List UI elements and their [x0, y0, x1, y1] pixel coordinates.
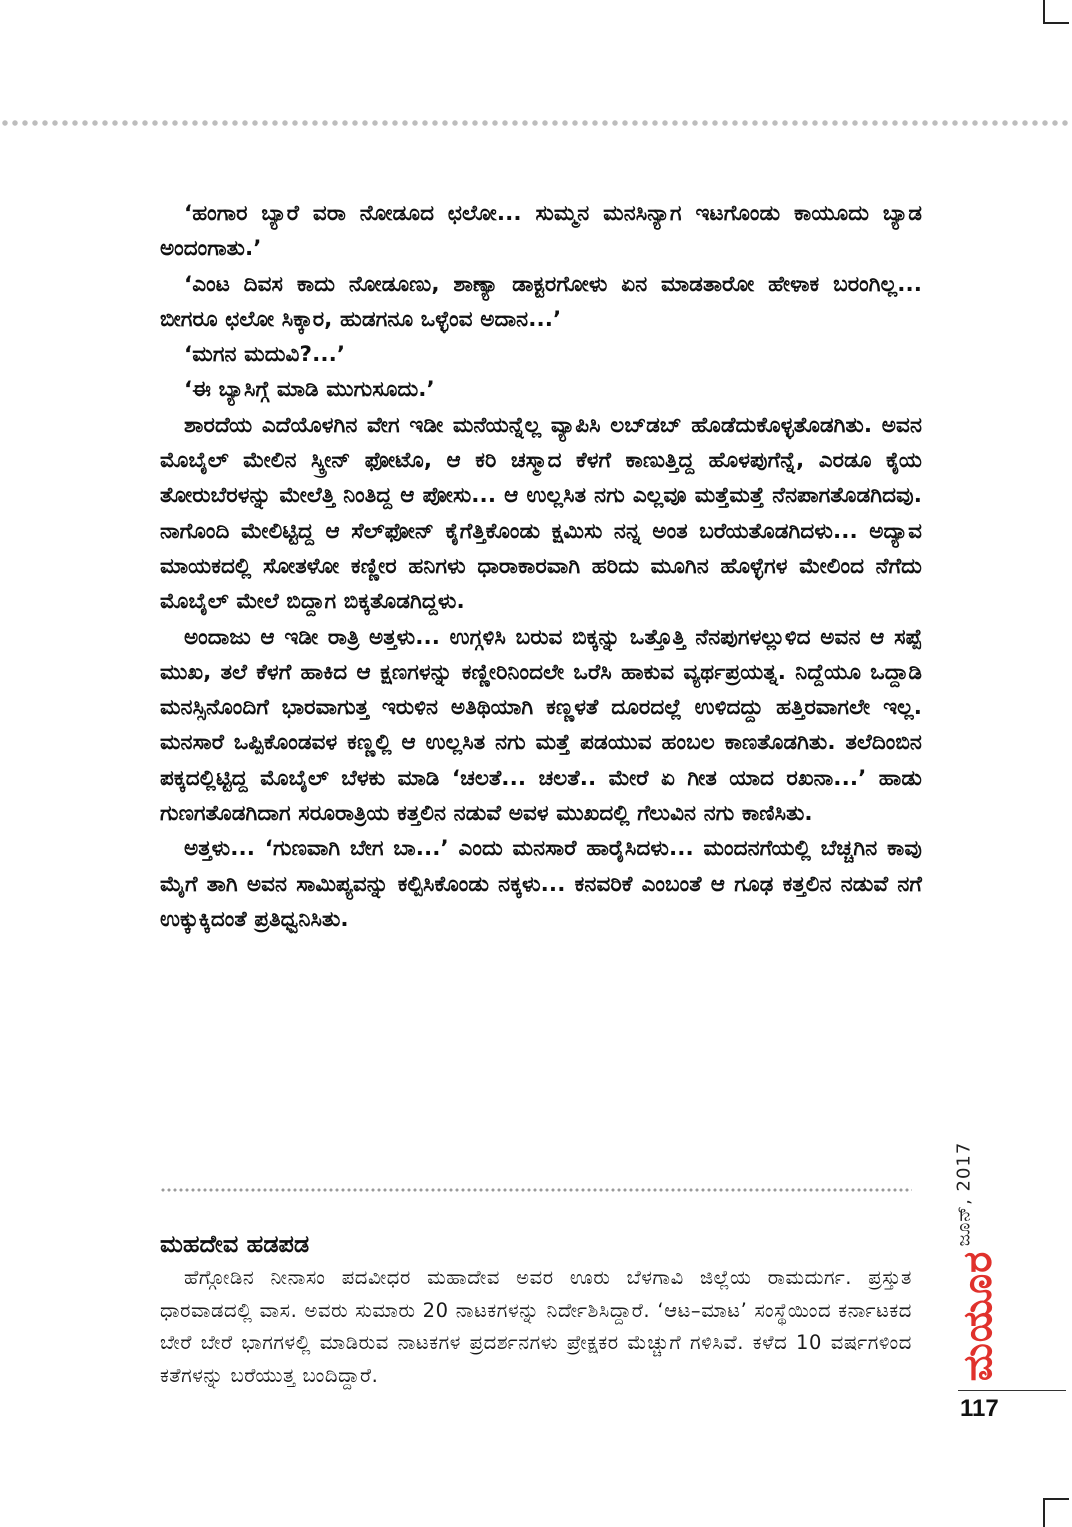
story-body — [160, 196, 922, 937]
story-paragraph: ಶಾರದೆಯ ಎದೆಯೊಳಗಿನ ವೇಗ ಇಡೀ ಮನೆಯನ್ನೆಲ್ಲ ವ್ಯಾಪಿಸಿ ಲಬ್‌ಡಬ್ ಹೊಡೆದುಕೊಳ್ಳತೊಡಗಿತು. ಅವನ ಮೊಬೈಲ್ ಮೇಲಿನ ಸ್ಕ್ರೀನ್ ಫೋಟೊ, ಆ ಕರಿ ಚಸ್ಮಾದ ಕೆಳಗೆ ಕಾಣುತ್ತಿದ್ದ ಹೊಳಪುಗೆನ್ನೆ, ಎರಡೂ ಕೈಯ ತೋರುಬೆರಳನ್ನು ಮೇಲೆತ್ತಿ ನಿಂತಿದ್ದ ಆ ಪೋಸು... ಆ ಉಲ್ಲಸಿತ ನಗು ಎಲ್ಲವೂ ಮತ್ತೆಮತ್ತೆ ನೆನಪಾಗತೊಡಗಿದವು. ನಾಗೊಂದಿ ಮೇಲಿಟ್ಟಿದ್ದ ಆ ಸೆಲ್‌ಫೋನ್ ಕೈಗೆತ್ತಿಕೊಂಡು ಕ್ಷಮಿಸು ನನ್ನ ಅಂತ ಬರೆಯತೊಡಗಿದಳು... ಅದ್ಯಾವ ಮಾಯಕದಲ್ಲಿ ಸೋತಳೋ ಕಣ್ಣೀರ ಹನಿಗಳು ಧಾರಾಕಾರವಾಗಿ ಹರಿದು ಮೂಗಿನ ಹೊಳ್ಳೆಗಳ ಮೇಲಿಂದ ನೆಗೆದು ಮೊಬೈಲ್ ಮೇಲೆ ಬಿದ್ದಾಗ ಬಿಕ್ಕತೊಡಗಿದ್ದಳು. — [160, 412, 922, 615]
story-paragraph: ‘ಎಂಟ ದಿವಸ ಕಾದು ನೋಡೂಣು, ಶಾಣ್ಯಾ ಡಾಕ್ಟರಗೋಳು ಏನ ಮಾಡತಾರೋ ಹೇಳಾಕ ಬರಂಗಿಲ್ಲ... ಬೀಗರೂ ಛಲೋ ಸಿಕ್ಕಾರ, ಹುಡಗನೂ ಒಳ್ಳೆಂವ ಅದಾನ...’ — [160, 271, 922, 332]
story-paragraph: ‘ಈ ಬ್ಯಾಸಿಗ್ಗೆ ಮಾಡಿ ಮುಗುಸೂದು.’ — [184, 377, 435, 403]
page-number: 117 — [960, 1395, 999, 1422]
bio-dotted-divider — [160, 1187, 912, 1193]
author-bio: ಹೆಗ್ಗೋಡಿನ ನೀನಾಸಂ ಪದವೀಧರ ಮಹಾದೇವ ಅವರ ಊರು ಬೆಳಗಾವಿ ಜಿಲ್ಲೆಯ ರಾಮದುರ್ಗ. ಪ್ರಸ್ತುತ ಧಾರವಾಡದಲ್ಲಿ ವಾಸ. ಅವರು ಸುಮಾರು 20 ನಾಟಕಗಳನ್ನು ನಿರ್ದೇಶಿಸಿದ್ದಾರೆ. ‘ಆಟ–ಮಾಟ’ ಸಂಸ್ಥೆಯಿಂದ ಕರ್ನಾಟಕದ ಬೇರೆ ಬೇರೆ ಭಾಗಗಳಲ್ಲಿ ಮಾಡಿರುವ ನಾಟಕಗಳ ಪ್ರದರ್ಶನಗಳು ಪ್ರೇಕ್ಷಕರ ಮೆಚ್ಚುಗೆ ಗಳಿಸಿವೆ. ಕಳೆದ 10 ವರ್ಷಗಳಿಂದ ಕತೆಗಳನ್ನು ಬರೆಯುತ್ತ ಬಂದಿದ್ದಾರೆ. — [160, 1266, 912, 1387]
story-paragraph: ಅಂದಾಜು ಆ ಇಡೀ ರಾತ್ರಿ ಅತ್ತಳು... ಉಗ್ಗಳಿಸಿ ಬರುವ ಬಿಕ್ಕನ್ನು ಒತ್ತೊತ್ತಿ ನೆನಪುಗಳಲ್ಲುಳಿದ ಅವನ ಆ ಸಪ್ಪೆ ಮುಖ, ತಲೆ ಕೆಳಗೆ ಹಾಕಿದ ಆ ಕ್ಷಣಗಳನ್ನು ಕಣ್ಣೀರಿನಿಂದಲೇ ಒರೆಸಿ ಹಾಕುವ ವ್ಯರ್ಥಪ್ರಯತ್ನ. ನಿದ್ದೆಯೂ ಒದ್ದಾಡಿ ಮನಸ್ಸಿನೊಂದಿಗೆ ಭಾರವಾಗುತ್ತ ಇರುಳಿನ ಅತಿಥಿಯಾಗಿ ಕಣ್ಣಳತೆ ದೂರದಲ್ಲೆ ಉಳಿದದ್ದು ಹತ್ತಿರವಾಗಲೇ ಇಲ್ಲ. ಮನಸಾರೆ ಒಪ್ಪಿಕೊಂಡವಳ ಕಣ್ಣಲ್ಲಿ ಆ ಉಲ್ಲಸಿತ ನಗು ಮತ್ತೆ ಪಡಯುವ ಹಂಬಲ ಕಾಣತೊಡಗಿತು. ತಲೆದಿಂಬಿನ ಪಕ್ಕದಲ್ಲಿಟ್ಟಿದ್ದ ಮೊಬೈಲ್ ಬೆಳಕು ಮಾಡಿ ‘ಚಲತೆ... ಚಲತೆ.. ಮೇರೆ ಏ ಗೀತ ಯಾದ ರಖನಾ...’ ಹಾಡು ಗುಣಗತೊಡಗಿದಾಗ ಸರೂರಾತ್ರಿಯ ಕತ್ತಲಿನ ನಡುವೆ ಅವಳ ಮುಖದಲ್ಲಿ ಗೆಲುವಿನ ನಗು ಕಾಣಿಸಿತು. — [160, 624, 922, 827]
page-number-rule — [958, 1390, 1066, 1391]
story-paragraph: ಅತ್ತಳು... ‘ಗುಣವಾಗಿ ಬೇಗ ಬಾ...’ ಎಂದು ಮನಸಾರೆ ಹಾರೈಸಿದಳು... ಮಂದನಗೆಯಲ್ಲಿ ಬೆಚ್ಚಗಿನ ಕಾವು ಮೈಗೆ ತಾಗಿ ಅವನ ಸಾಮಿಪ್ಯವನ್ನು ಕಲ್ಪಿಸಿಕೊಂಡು ನಕ್ಕಳು... ಕನವರಿಕೆ ಎಂಬಂತೆ ಆ ಗೂಢ ಕತ್ತಲಿನ ನಡುವೆ ನಗೆ ಉಕ್ಕುಕ್ಕಿದಂತೆ ಪ್ರತಿಧ್ವನಿಸಿತು. — [160, 836, 922, 932]
story-paragraph: ‘ಮಗನ ಮದುವಿ?...’ — [184, 342, 346, 368]
magazine-logo: ಮಯೂರ — [955, 1250, 1001, 1382]
crop-mark-top — [1043, 0, 1069, 24]
issue-date: ಜೂನ್, 2017 — [953, 1141, 975, 1247]
crop-mark-bottom — [1043, 1498, 1069, 1527]
top-dotted-rule — [0, 116, 1072, 130]
author-name: ಮಹದೇವ ಹಡಪಡ — [160, 1230, 310, 1258]
story-paragraph: ‘ಹಂಗಾರ ಬ್ಯಾರೆ ವರಾ ನೋಡೂದ ಛಲೋ... ಸುಮ್ಮನ ಮನಸಿನ್ಯಾಗ ಇಟಗೊಂಡು ಕಾಯೂದು ಬ್ಯಾಡ ಅಂದಂಗಾತು.’ — [160, 201, 922, 262]
